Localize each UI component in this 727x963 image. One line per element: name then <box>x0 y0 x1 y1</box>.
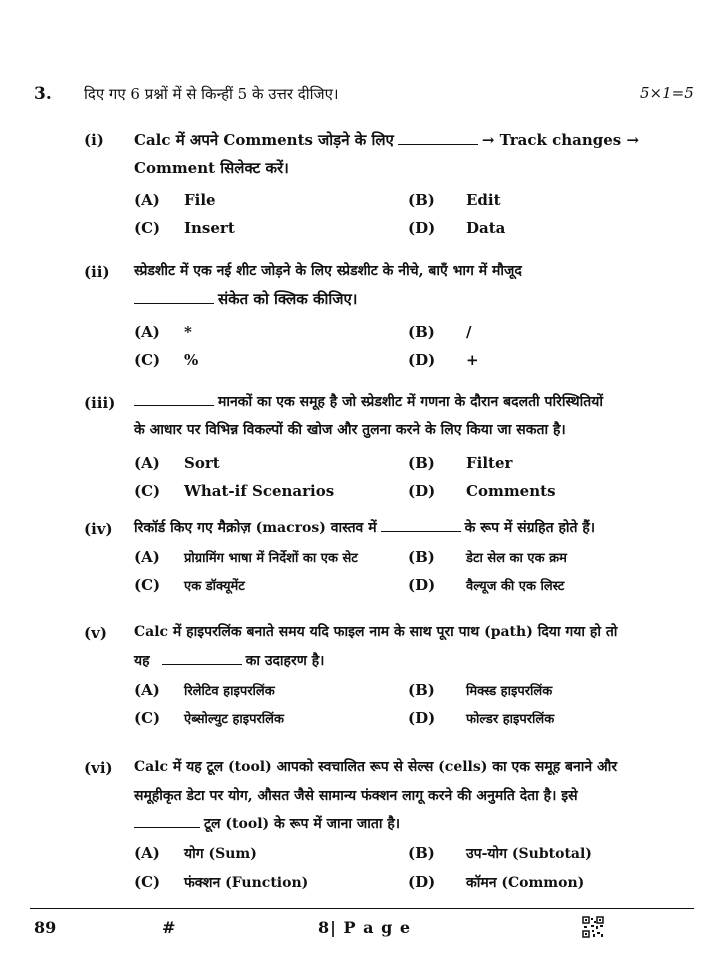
option-key: (C) <box>134 576 161 594</box>
option-text: मिक्स्ड हाइपरलिंक <box>466 684 553 699</box>
footer-divider <box>30 908 694 909</box>
stem-line: समूहीकृत डेटा पर योग, औसत जैसे सामान्य फंक्शन लागू करने की अनुमति देता है। इसे <box>134 788 578 804</box>
option-text: Comments <box>466 482 556 500</box>
stem-line: Comment सिलेक्ट करें। <box>134 159 289 177</box>
stem-text: संकेत को क्लिक कीजिए। <box>218 290 358 308</box>
option-key: (A) <box>134 844 160 862</box>
option-text: Sort <box>184 454 220 472</box>
option-key: (A) <box>134 323 160 341</box>
option-key: (D) <box>408 709 436 727</box>
option-text: डेटा सेल का एक क्रम <box>466 551 567 566</box>
stem-text: का उदाहरण है। <box>245 653 325 669</box>
stem-text: टूल (tool) के रूप में जाना जाता है। <box>204 816 401 832</box>
sub-question-label: (i) <box>84 131 104 149</box>
option-key: (D) <box>408 482 436 500</box>
stem-line <box>134 126 639 154</box>
option-key: (A) <box>134 191 160 209</box>
option-key: (C) <box>134 709 161 727</box>
option-key: (D) <box>408 576 436 594</box>
option-key: (B) <box>408 191 435 209</box>
option-key: (B) <box>408 548 435 566</box>
answer-blank <box>134 404 214 406</box>
sub-question-label: (iii) <box>84 394 116 412</box>
stem-line: स्प्रेडशीट में एक नई शीट जोड़ने के लिए स्प्रेडशीट के नीचे, बाएँ भाग में मौजूद <box>134 263 522 279</box>
stem-text: रिकॉर्ड किए गए मैक्रोज़ (macros) वास्तव में <box>134 520 377 536</box>
stem-text: के रूप में संग्रहित होते हैं। <box>464 520 596 536</box>
option-key: (D) <box>408 351 436 369</box>
option-key: (A) <box>134 454 160 472</box>
option-text: एक डॉक्यूमेंट <box>184 579 245 594</box>
option-text: कॉमन (Common) <box>466 875 585 891</box>
option-key: (B) <box>408 844 435 862</box>
option-text: + <box>466 351 479 369</box>
option-key: (C) <box>134 873 161 891</box>
footer-hash: # <box>162 918 176 937</box>
sub-question-label: (ii) <box>84 263 110 281</box>
option-key: (A) <box>134 548 160 566</box>
option-text: फंक्शन (Function) <box>184 875 309 891</box>
option-key: (C) <box>134 219 161 237</box>
option-text: / <box>466 323 472 341</box>
option-key: (D) <box>408 219 436 237</box>
stem-line <box>134 514 595 542</box>
option-text: * <box>184 323 192 341</box>
stem-line <box>134 388 603 416</box>
qr-code-icon <box>582 916 604 938</box>
question-number: 3. <box>34 84 52 104</box>
answer-blank <box>162 663 242 665</box>
question-instruction: दिए गए 6 प्रश्नों में से किन्हीं 5 के उत्तर दीजिए। <box>84 85 339 103</box>
option-key: (C) <box>134 482 161 500</box>
option-text: वैल्यूज की एक लिस्ट <box>466 579 565 594</box>
option-text: प्रोग्रामिंग भाषा में निर्देशों का एक सेट <box>184 551 358 566</box>
stem-line: Calc में हाइपरलिंक बनाते समय यदि फाइल नाम के साथ पूरा पाथ (path) दिया गया हो तो <box>134 624 618 640</box>
option-key: (B) <box>408 681 435 699</box>
option-text: What-if Scenarios <box>184 482 335 500</box>
answer-blank <box>398 143 478 145</box>
sub-question-label: (v) <box>84 624 107 642</box>
option-text: File <box>184 191 216 209</box>
stem-line <box>134 285 357 313</box>
stem-line: Calc में यह टूल (tool) आपको स्वचालित रूप से सेल्स (cells) का एक समूह बनाने और <box>134 759 618 775</box>
option-text: Filter <box>466 454 513 472</box>
option-text: ऐब्सोल्युट हाइपरलिंक <box>184 712 284 727</box>
page-number: 8| P a g e <box>318 918 411 937</box>
paper-code: 89 <box>34 918 57 937</box>
answer-blank <box>381 530 461 532</box>
option-key: (B) <box>408 454 435 472</box>
option-text: Edit <box>466 191 501 209</box>
stem-text: यह <box>134 653 150 669</box>
stem-text: मानकों का एक समूह है जो स्प्रेडशीट में गणना के दौरान बदलती परिस्थितियों <box>218 394 603 410</box>
sub-question-label: (vi) <box>84 759 113 777</box>
option-text: योग (Sum) <box>184 846 257 862</box>
option-text: फोल्डर हाइपरलिंक <box>466 712 555 727</box>
option-key: (B) <box>408 323 435 341</box>
option-text: % <box>184 351 199 369</box>
stem-text: Calc में अपने Comments जोड़ने के लिए <box>134 131 394 149</box>
option-key: (C) <box>134 351 161 369</box>
option-text: Insert <box>184 219 235 237</box>
stem-line: के आधार पर विभिन्न विकल्पों की खोज और तुलना करने के लिए किया जा सकता है। <box>134 422 566 438</box>
sub-question-label: (iv) <box>84 520 113 538</box>
answer-blank <box>134 302 214 304</box>
question-marks: 5×1=5 <box>640 84 694 102</box>
stem-text: → Track changes → <box>481 131 640 149</box>
option-text: उप-योग (Subtotal) <box>466 846 592 862</box>
option-key: (A) <box>134 681 160 699</box>
stem-line <box>134 810 400 838</box>
option-key: (D) <box>408 873 436 891</box>
option-text: Data <box>466 219 506 237</box>
answer-blank <box>134 826 200 828</box>
stem-line <box>134 647 324 675</box>
option-text: रिलेटिव हाइपरलिंक <box>184 684 275 699</box>
